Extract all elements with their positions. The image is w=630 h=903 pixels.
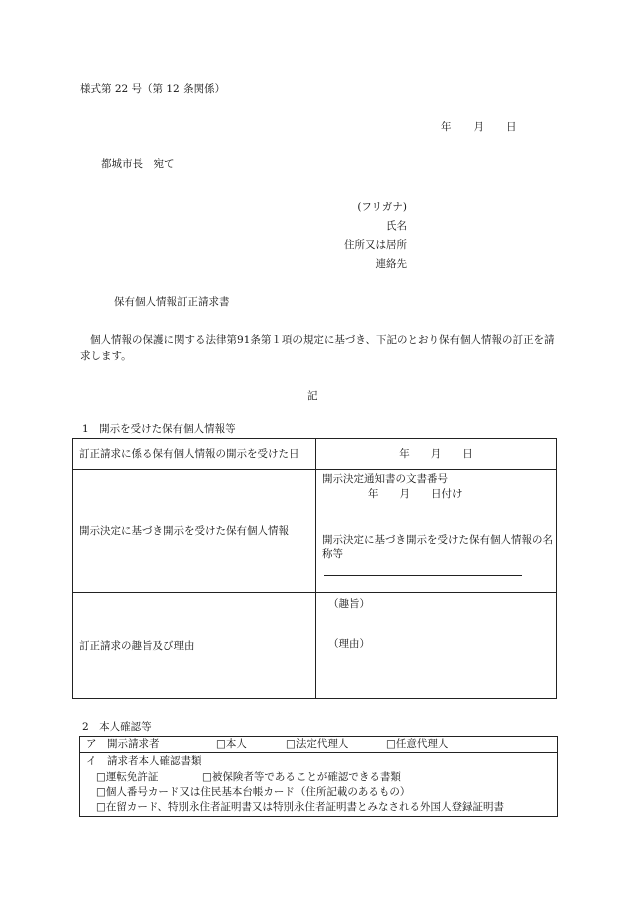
section2-heading: 2 本人確認等 — [82, 721, 152, 733]
received-date-text: 年 月 日 — [399, 448, 473, 460]
info-name-underline — [324, 575, 522, 576]
body-text: 個人情報の保護に関する法律第91条第１項の規定に基づき、下記のとおり保有個人情報の訂正を請求します。 — [80, 334, 555, 362]
doc-my-number-card[interactable]: □個人番号カード又は住民基本台帳カード（住所記載のあるもの） — [96, 786, 411, 798]
disclosed-info-label: 開示決定に基づき開示を受けた保有個人情報 — [73, 470, 316, 593]
name-label: 氏名 — [386, 220, 407, 232]
correction-purpose-cell[interactable] — [316, 593, 557, 699]
received-date-value[interactable] — [316, 439, 557, 470]
requester-type-row — [80, 737, 557, 753]
option-legal-rep[interactable]: □法定代理人 — [286, 738, 349, 750]
address-label: 住所又は居所 — [344, 239, 407, 251]
id-docs-label: イ 請求者本人確認書類 — [86, 755, 202, 767]
requester-type-label: ア 開示請求者 — [86, 738, 160, 750]
requester-block — [344, 200, 407, 276]
ki-heading: 記 — [307, 390, 318, 402]
form-number: 様式第 22 号（第 12 条関係） — [80, 83, 226, 95]
info-name-label: 開示決定に基づき開示を受けた保有個人情報の名称等 — [322, 534, 553, 560]
disclosure-table — [72, 438, 557, 699]
document-title: 保有個人情報訂正請求書 — [114, 296, 230, 308]
notice-date-label: 年 月 日付け — [368, 488, 463, 500]
date-year: 年 — [441, 121, 452, 133]
contact-label: 連絡先 — [375, 258, 407, 270]
section1-heading: 1 開示を受けた保有個人情報等 — [82, 423, 236, 435]
option-voluntary-rep[interactable]: □任意代理人 — [386, 738, 449, 750]
option-self[interactable]: □本人 — [216, 738, 247, 750]
doc-insurance[interactable]: □被保険者等であることが確認できる書類 — [202, 771, 401, 783]
identity-box — [79, 736, 558, 817]
addressee: 都城市長 宛て — [101, 158, 175, 170]
reason-label: （理由） — [328, 638, 370, 650]
furigana-label: (フリガナ) — [357, 201, 407, 213]
correction-purpose-label: 訂正請求の趣旨及び理由 — [73, 593, 316, 699]
received-date-label: 訂正請求に係る保有個人情報の開示を受けた日 — [73, 439, 316, 470]
notice-doc-number-label: 開示決定通知書の文書番号 — [322, 473, 448, 485]
date-month: 月 — [473, 121, 484, 133]
doc-drivers-license[interactable]: □運転免許証 — [96, 771, 159, 783]
disclosed-info-cell[interactable] — [316, 470, 557, 593]
purpose-label: （趣旨） — [328, 598, 370, 610]
date-day: 日 — [506, 121, 517, 133]
submission-date — [441, 120, 517, 134]
doc-residence-card[interactable]: □在留カード、特別永住者証明書又は特別永住者証明書とみなされる外国人登録証明書 — [96, 801, 504, 813]
